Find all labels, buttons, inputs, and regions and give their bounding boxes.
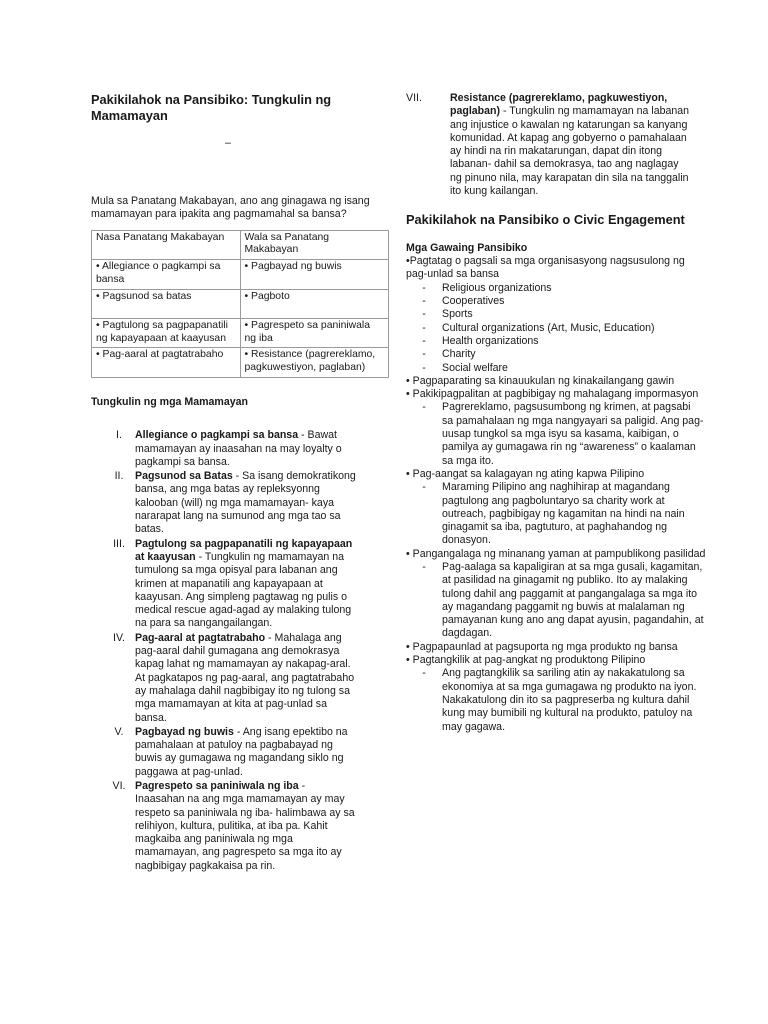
duty-text: - Ang isang epektibo na pamahalaan at patuloy na pagbabayad ng buwis ay gumagawa ng magandang siklo ng paggawa at pag-unlad.: [135, 725, 348, 778]
bullet-item: •Pagtatag o pagsali sa mga organisasyong nagsusulong ng pag-unlad sa bansa: [406, 255, 685, 281]
duties-list: [91, 429, 391, 873]
dash-mark: –: [225, 137, 231, 149]
list-number: I.: [116, 429, 122, 442]
list-number: IV.: [113, 631, 125, 644]
table-cell: • Resistance (pagrereklamo, pagkuwestiyon, paglaban): [240, 348, 389, 378]
sub-item: - Maraming Pilipino ang naghihirap at magandang pagtulong ang pagboluntaryo sa charity work at outreach, pagbibigay ng kagamitan na hindi na nain ginagamit sa iba, pagtuturo, at paghahandog ng donasyon.: [422, 481, 685, 547]
list-item: [91, 632, 391, 725]
tungkulin-heading: Tungkulin ng mga Mamamayan: [91, 395, 248, 408]
duty-title: Resistance (pagrereklamo, pagkuwestiyon, paglaban): [450, 92, 668, 118]
list-number: II.: [114, 470, 124, 483]
table-row: [92, 260, 389, 290]
duty-title: Pagtulong sa pagpapanatili ng kapayapaan at kaayusan: [135, 537, 353, 563]
bullet-item: • Pagtangkilik at pag-angkat ng produktong Pilipino: [406, 654, 646, 667]
sub-item: - Health organizations: [422, 334, 539, 347]
table-cell: • Pag-aaral at pagtatrabaho: [92, 348, 241, 378]
list-item: [91, 538, 391, 631]
duty-title: Pagrespeto sa paniniwala ng iba: [135, 779, 299, 792]
bullet-item: • Pagpaparating sa kinauukulan ng kinakailangang gawin: [406, 374, 675, 387]
bullet-item: • Pag-aangat sa kalagayan ng ating kapwa Pilipino: [406, 467, 645, 480]
duty-text: - Sa isang demokratikong bansa, ang mga batas ay repleksyonng kalooban (will) ng mga mamamayan- kaya nararapat lang na sumunod ang mga tao sa batas.: [135, 470, 356, 536]
table-row: [92, 318, 389, 348]
page-title: Pakikilahok na Pansibiko: Tungkulin ng Mamamayan: [91, 92, 332, 123]
list-number: VI.: [112, 779, 126, 792]
table-header-wala: Wala sa Panatang Makabayan: [240, 230, 389, 260]
duty-text: - Bawat mamamayan ay inaasahan na may loyalty o pagkampi sa bansa.: [135, 429, 342, 468]
sub-item: - Charity: [422, 348, 476, 361]
sub-item: - Religious organizations: [422, 281, 552, 294]
duty-title: Pagbayad ng buwis: [135, 725, 234, 738]
sub-item: - Pag-aalaga sa kapaligiran at sa mga gusali, kagamitan, at pasilidad na ginagamit ng publiko. Ito ay malaking tulong dahil ang paggamit at pangangalaga sa mga ito ay magandang paggamit ng buwis at malalaman ng pamayanan kung ano ang dapat ayusin, pagandahin, at dagdagan.: [422, 561, 704, 640]
left-column: [91, 92, 391, 874]
list-item: [91, 726, 391, 779]
bullet-item: • Pakikipagpalitan at pagbibigay ng mahalagang impormasyon: [406, 388, 699, 401]
civic-heading: Pakikilahok na Pansibiko o Civic Engagement: [406, 212, 685, 228]
table-cell: • Pagsunod sa batas: [92, 289, 241, 318]
sub-item: - Sports: [422, 308, 473, 321]
duty-title: Pagsunod sa Batas: [135, 470, 233, 483]
table-cell: • Pagtulong sa pagpapanatili ng kapayapaan at kaayusan: [92, 318, 241, 348]
list-number: III.: [113, 537, 125, 550]
duty-title: Allegiance o pagkampi sa bansa: [135, 429, 299, 442]
right-column: [406, 92, 706, 734]
sub-item: - Ang pagtangkilik sa sariling atin ay nakakatulong sa ekonomiya at sa mga gumagawa ng produkto na iyon. Nakakatulong din ito sa pagpreserba ng kultura dahil kung may bumibili ng kultural na produkto, patuloy na may gagawa.: [422, 667, 697, 733]
sub-item: - Social welfare: [422, 361, 508, 374]
duty-title: Pag-aaral at pagtatrabaho: [135, 631, 266, 644]
table-cell: • Pagboto: [240, 289, 389, 318]
list-item: [406, 92, 706, 198]
table-cell: • Pagbayad ng buwis: [240, 260, 389, 290]
table-header-row: [92, 230, 389, 260]
duty-text: - Mahalaga ang pag-aaral dahil gumagana ang demokrasya kapag lahat ng mamamayan ay nakapag-aral. At pagkatapos ng pag-aaral, ang pagtatrabaho ay mahalaga dahil nagbibigay ito ng tulong sa mga mamamayan at kita at pag-unlad sa bansa.: [135, 631, 355, 724]
list-number: V.: [114, 725, 124, 738]
duty-text: - Tungkulin ng mamamayan na labanan ang injustice o kawalan ng katarungan sa kanyang komunidad. At kapag ang gobyerno o pamahalaan ay hindi na rin makatarungan, dapat din itong labanan- dahil sa demokrasya, tao ang naglagay ng pinuno nila, may karapatan din sila na tanggalin ito kung kailangan.: [450, 105, 690, 198]
sub-item: - Cultural organizations (Art, Music, Education): [422, 321, 655, 334]
bullet-item: • Pangangalaga ng minanang yaman at pampublikong pasilidad: [406, 547, 706, 560]
table-row: [92, 289, 389, 318]
intro-question: Mula sa Panatang Makabayan, ano ang ginagawa ng isang mamamayan para ipakita ang pagmamahal sa bansa?: [91, 195, 370, 221]
list-item: [91, 470, 391, 536]
list-number: VII.: [406, 92, 422, 104]
bullet-item: • Pagpapaunlad at pagsuporta ng mga produkto ng bansa: [406, 640, 678, 653]
sub-item: - Cooperatives: [422, 295, 505, 308]
list-item: [91, 429, 391, 469]
table-cell: • Allegiance o pagkampi sa bansa: [92, 260, 241, 290]
list-item: [91, 780, 391, 873]
table-cell: • Pagrespeto sa paniniwala ng iba: [240, 318, 389, 348]
gawain-heading: Mga Gawaing Pansibiko: [406, 241, 528, 254]
table-header-nasa: Nasa Panatang Makabayan: [92, 230, 241, 260]
table-row: [92, 348, 389, 378]
duty-text: - Inaasahan na ang mga mamamayan ay may respeto sa paniniwala ng iba- halimbawa ay sa relihiyon, kultura, pulitika, at iba pa. Kahit magkaiba ang paniniwala ng mga mamamayan, ang pagrespeto sa mga ito ay nagbibigay pagkakaisa pa rin.: [135, 779, 355, 872]
sub-item: - Pagrereklamo, pagsusumbong ng krimen, at pagsabi sa pamahalaan ng mga nangyayari sa paligid. Ang pag-uusap tungkol sa mga isyu sa kasama, kaibigan, o pamilya ay gumagawa rin ng “awareness” o kaalaman sa mga ito.: [422, 401, 704, 467]
panatang-table: [91, 230, 389, 378]
duty-text: - Tungkulin ng mamamayan na tumulong sa mga opisyal para labanan ang krimen at mapanatili ang kapayapaan at kaayusan. Ang simpleng pagtawag ng pulis o medical rescue agad-agad ay malaking tulong na para sa nangangailangan.: [135, 550, 352, 630]
gawain-list: [406, 255, 706, 734]
